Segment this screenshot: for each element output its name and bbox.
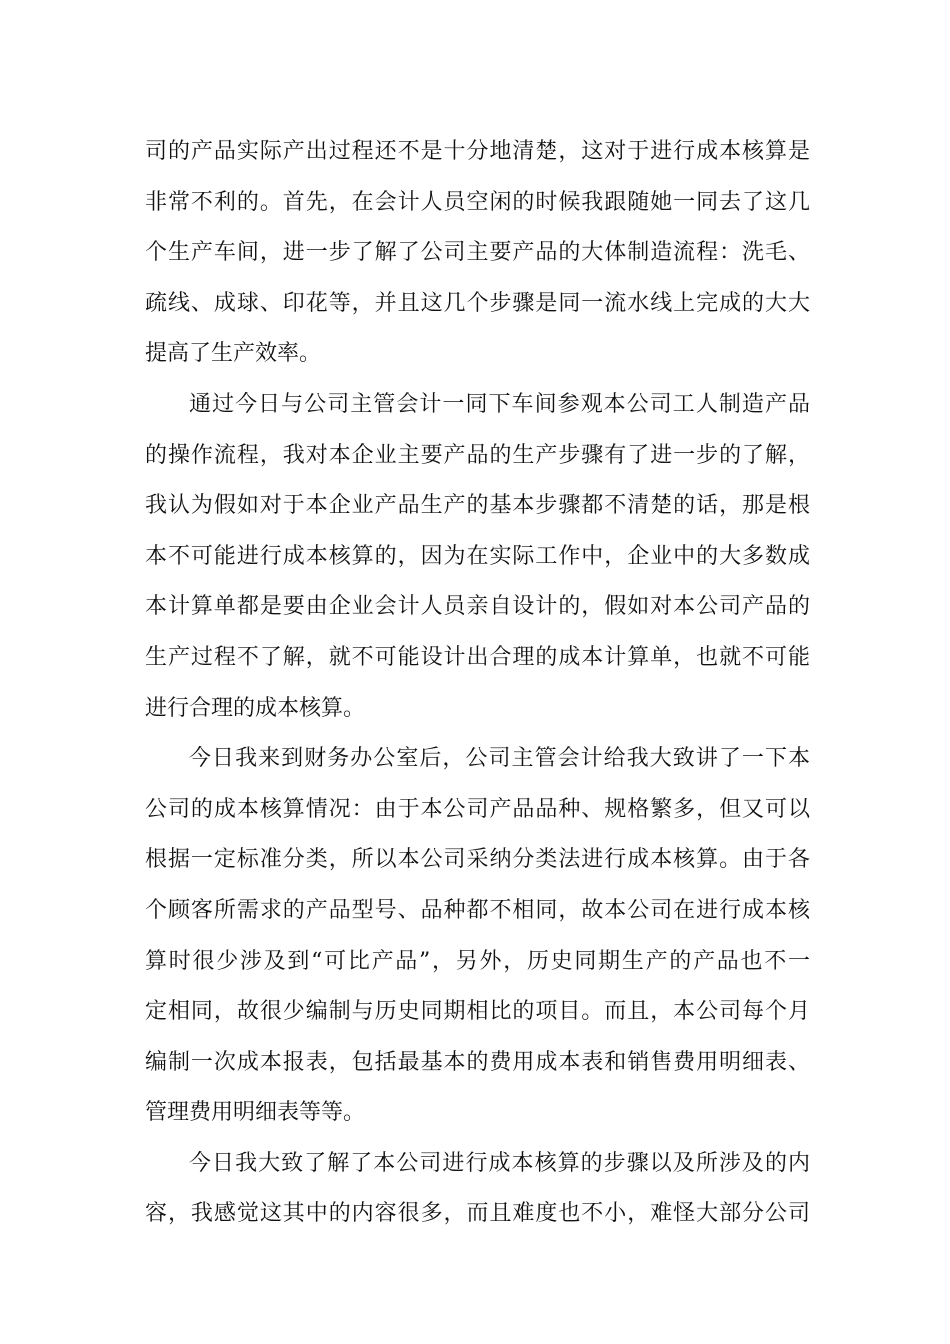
document-body (145, 127, 810, 1240)
text-line: 我认为假如对于本企业产品生产的基本步骤都不清楚的话，那是根 (145, 493, 810, 519)
paragraph-1 (145, 127, 810, 380)
text-line: 今日我来到财务办公室后，公司主管会计给我大致讲了一下本 (189, 746, 810, 772)
paragraph-3 (145, 734, 810, 1139)
text-line: 根据一定标准分类，所以本公司采纳分类法进行成本核算。由于各 (145, 847, 810, 873)
text-line: 个生产车间，进一步了解了公司主要产品的大体制造流程：洗毛、 (145, 240, 810, 266)
paragraph-4 (145, 1139, 810, 1240)
text-line: 编制一次成本报表，包括最基本的费用成本表和销售费用明细表、 (145, 1049, 810, 1075)
text-line: 今日我大致了解了本公司进行成本核算的步骤以及所涉及的内 (189, 1150, 810, 1176)
text-line: 算时很少涉及到“可比产品”，另外，历史同期生产的产品也不一 (145, 948, 810, 974)
text-line: 通过今日与公司主管会计一同下车间参观本公司工人制造产品 (189, 391, 810, 417)
text-line: 容，我感觉这其中的内容很多，而且难度也不小，难怪大部分公司 (145, 1201, 810, 1227)
text-line: 提高了生产效率。 (145, 341, 322, 367)
text-line: 生产过程不了解，就不可能设计出合理的成本计算单，也就不可能 (145, 644, 810, 670)
paragraph-2 (145, 380, 810, 734)
text-line: 疏线、成球、印花等，并且这几个步骤是同一流水线上完成的大大 (145, 290, 810, 316)
text-line: 公司的成本核算情况：由于本公司产品品种、规格繁多，但又可以 (145, 796, 810, 822)
text-line: 司的产品实际产出过程还不是十分地清楚，这对于进行成本核算是 (145, 139, 810, 164)
text-line: 本不可能进行成本核算的，因为在实际工作中，企业中的大多数成 (145, 543, 810, 569)
text-line: 本计算单都是要由企业会计人员亲自设计的，假如对本公司产品的 (145, 594, 810, 620)
text-line: 进行合理的成本核算。 (145, 695, 366, 721)
text-line: 的操作流程，我对本企业主要产品的生产步骤有了进一步的了解， (145, 442, 810, 468)
text-line: 管理费用明细表等等。 (145, 1100, 366, 1126)
text-line: 个顾客所需求的产品型号、品种都不相同，故本公司在进行成本核 (145, 897, 810, 923)
text-line: 定相同，故很少编制与历史同期相比的项目。而且，本公司每个月 (145, 999, 810, 1025)
text-line: 非常不利的。首先，在会计人员空闲的时候我跟随她一同去了这几 (145, 189, 810, 215)
